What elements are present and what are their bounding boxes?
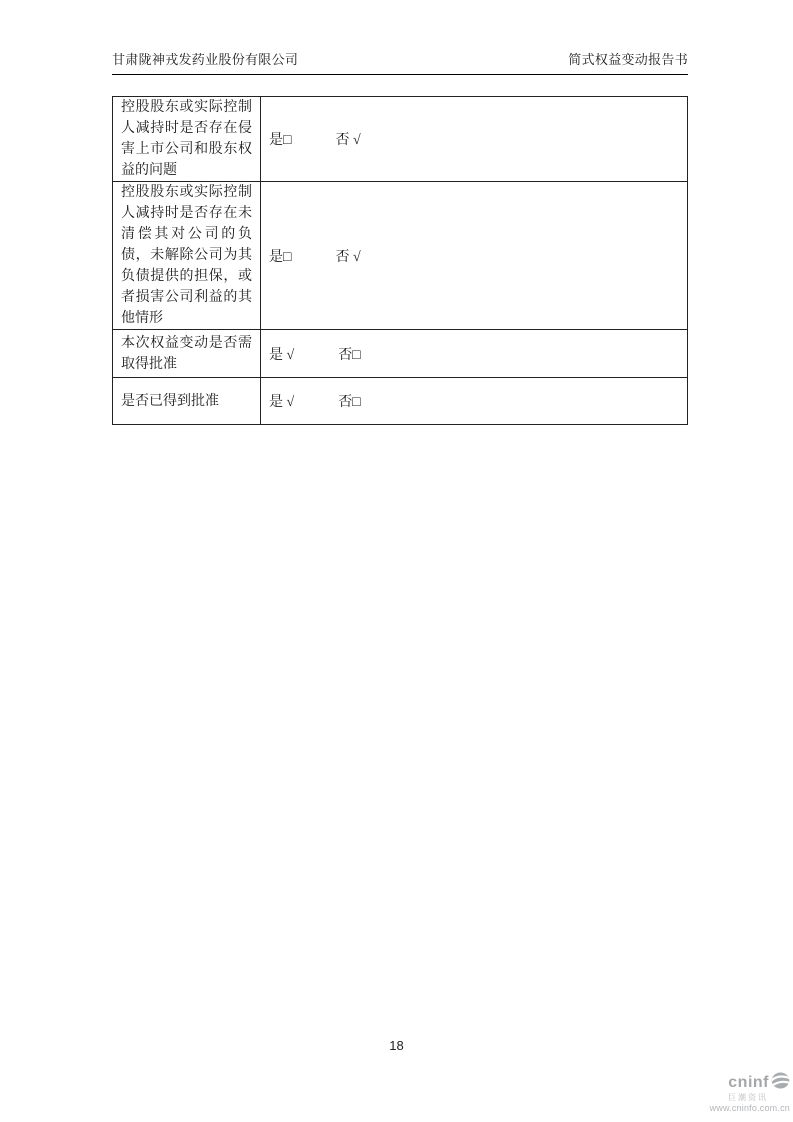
- question-cell: 控股股东或实际控制人减持时是否存在侵害上市公司和股东权益的问题: [113, 97, 261, 182]
- no-option: 否□: [338, 347, 361, 363]
- yes-option: 是 √: [269, 395, 295, 410]
- cninfo-swirl-icon: [771, 1072, 790, 1093]
- disclosure-table: [112, 96, 688, 425]
- no-option: 否 √: [335, 249, 361, 265]
- cninfo-subtitle: 巨潮资讯: [728, 1093, 768, 1102]
- yes-option: 是 √: [269, 347, 295, 363]
- table-row: [113, 182, 688, 330]
- answer-cell: [261, 378, 688, 425]
- yes-option: 是□: [269, 133, 292, 148]
- question-cell: 是否已得到批准: [113, 378, 261, 425]
- table-row: [113, 378, 688, 425]
- cninfo-logo: [690, 1072, 790, 1113]
- header-company-name: 甘肃陇神戎发药业股份有限公司: [112, 52, 299, 67]
- cninfo-url: www.cninfo.com.cn: [709, 1103, 790, 1113]
- no-option: 否 √: [335, 133, 361, 148]
- yes-option: 是□: [269, 249, 292, 265]
- table-row: [113, 97, 688, 182]
- answer-cell: [261, 182, 688, 330]
- question-cell: 控股股东或实际控制人减持时是否存在未清偿其对公司的负债，未解除公司为其负债提供的担保，或者损害公司利益的其他情形: [113, 182, 261, 330]
- page-number: 18: [389, 1038, 404, 1053]
- table-row: [113, 330, 688, 378]
- no-option: 否□: [338, 395, 361, 410]
- answer-cell: [261, 330, 688, 378]
- page-header: [112, 49, 688, 75]
- cninfo-brand-text: cninf: [728, 1073, 769, 1091]
- cninfo-brand-row: [690, 1072, 790, 1093]
- header-report-title: 简式权益变动报告书: [568, 52, 688, 67]
- answer-cell: [261, 97, 688, 182]
- question-cell: 本次权益变动是否需取得批准: [113, 330, 261, 378]
